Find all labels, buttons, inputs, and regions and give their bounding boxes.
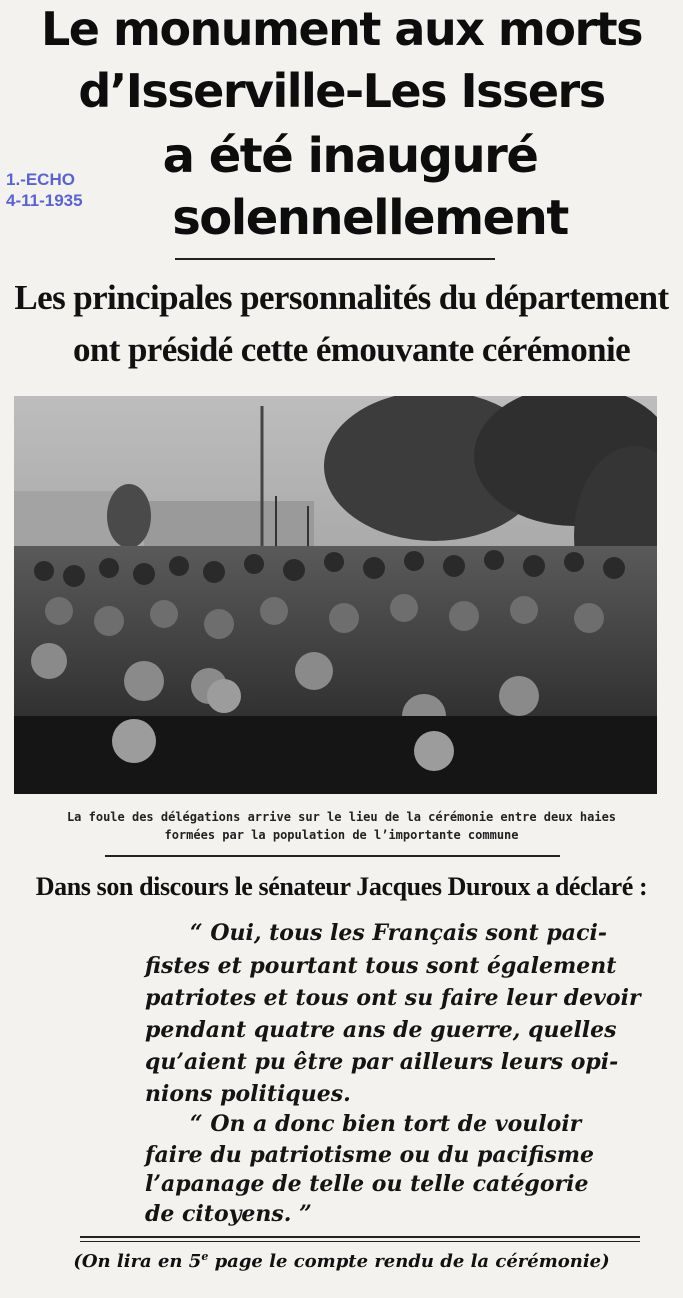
divider	[105, 855, 560, 857]
quote-line: “ Oui, tous les Français sont paci-	[190, 920, 607, 946]
quote-line: pendant quatre ans de guerre, quelles	[145, 1017, 617, 1043]
subheadline-line-1: Les principales personnalités du département	[14, 278, 669, 317]
crowd-photo-icon	[14, 396, 657, 794]
annotation-date: 4-11-1935	[6, 191, 83, 210]
quote-line: l’apanage de telle ou telle catégorie	[145, 1171, 589, 1197]
divider	[80, 1241, 640, 1242]
photo-caption-line-2: formées par la population de l’importante commune	[164, 828, 519, 842]
quote-line: faire du patriotisme ou du pacifisme	[145, 1142, 595, 1168]
headline-line-2: d’Isserville-Les Issers	[78, 64, 605, 118]
speech-intro: Dans son discours le sénateur Jacques Duroux a déclaré :	[35, 872, 648, 901]
quote-line: qu’aient pu être par ailleurs leurs opi-	[145, 1049, 619, 1075]
quote-line: patriotes et tous ont su faire leur devoir	[145, 985, 641, 1011]
quote-line: fistes et pourtant tous sont également	[145, 953, 617, 979]
footer-note	[0, 1250, 683, 1272]
quote-line: “ On a donc bien tort de vouloir	[190, 1111, 582, 1137]
footer-note-superscript: e	[201, 1250, 209, 1263]
divider	[175, 258, 495, 260]
divider	[80, 1236, 640, 1238]
subheadline-line-2: ont présidé cette émouvante cérémonie	[72, 330, 631, 369]
footer-note-start: (On lira en 5	[73, 1251, 202, 1272]
quote-line: nions politiques.	[145, 1081, 351, 1107]
headline-line-4: solennellement	[172, 190, 568, 246]
headline-line-1: Le monument aux morts	[41, 2, 642, 56]
annotation-source: 1.-ECHO	[6, 170, 75, 189]
crowd-photo	[14, 396, 657, 794]
photo-caption-line-1: La foule des délégations arrive sur le lieu de la cérémonie entre deux haies	[66, 810, 617, 824]
footer-note-end: page le compte rendu de la cérémonie)	[208, 1251, 610, 1272]
headline-line-3: a été inauguré	[162, 128, 538, 184]
quote-line: de citoyens. ”	[145, 1201, 312, 1227]
